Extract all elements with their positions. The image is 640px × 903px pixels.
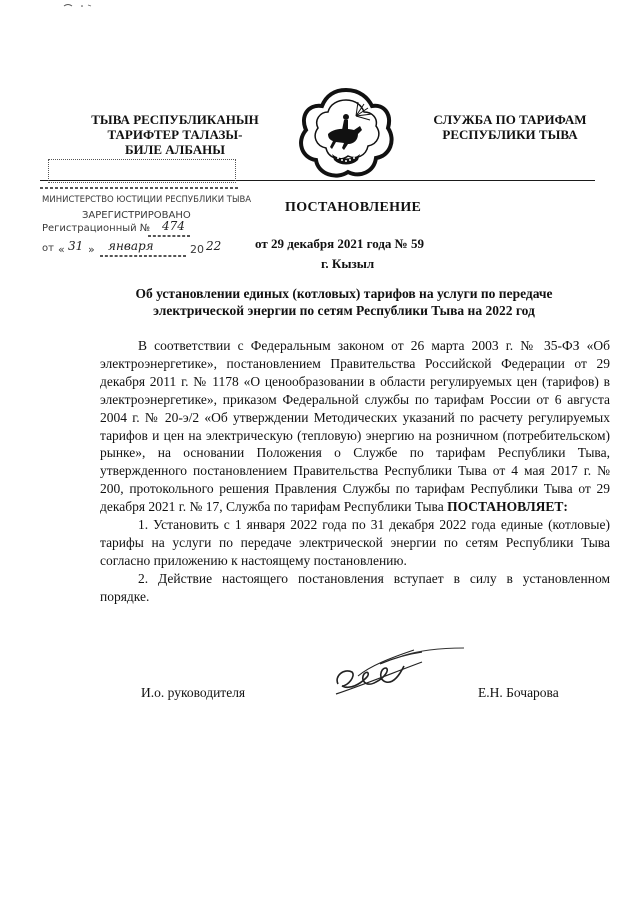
stamp-year-suffix: 22 <box>206 239 222 253</box>
stamp-reg-label: Регистрационный № <box>42 223 151 234</box>
header-left-line: БИЛЕ АЛБАНЫ <box>124 142 226 157</box>
registration-stamp <box>40 157 252 261</box>
stamp-ministry: МИНИСТЕРСТВО ЮСТИЦИИ РЕСПУБЛИКИ ТЫВА <box>42 195 252 205</box>
stamp-quote-close: » <box>88 243 95 256</box>
stamp-underline <box>148 235 190 237</box>
header-tuvan-authority-name <box>80 112 270 157</box>
header-right-line: РЕСПУБЛИКИ ТЫВА <box>442 127 578 142</box>
document-title: ПОСТАНОВЛЕНИЕ <box>285 200 422 215</box>
header-left-line: ТАРИФТЕР ТАЛАЗЫ- <box>107 127 243 142</box>
stamp-reg-number: 474 <box>162 219 185 233</box>
item-2-paragraph: 2. Действие настоящего постановления вступает в силу в установленном порядке. <box>100 570 610 604</box>
header-tariff-service-name <box>420 112 600 142</box>
stamp-registered: ЗАРЕГИСТРИРОВАНО <box>82 210 191 221</box>
signatory-name: Е.Н. Бочарова <box>478 685 559 700</box>
republic-of-tuva-emblem-icon <box>298 86 394 180</box>
stamp-month-underline <box>100 255 186 257</box>
handwritten-signature-icon <box>330 640 470 702</box>
stamp-border-top <box>48 159 236 183</box>
resolves-keyword: ПОСТАНОВЛЯЕТ: <box>447 499 568 515</box>
item-1-paragraph: 1. Установить с 1 января 2022 года по 31 декабря 2022 года единые (котловые) тарифы на услуги по передаче электрической энергии по сетям Республики Тыва согласно приложению к настоящему постановлению. <box>100 517 610 568</box>
stamp-from-label: от <box>42 243 54 254</box>
header-right-line: СЛУЖБА ПО ТАРИФАМ <box>433 112 587 127</box>
scan-marks <box>60 0 100 12</box>
signatory-role: И.о. руководителя <box>141 685 246 700</box>
document-place: г. Кызыл <box>321 256 375 271</box>
stamp-month: января <box>108 239 154 253</box>
document-body <box>100 337 610 606</box>
stamp-border-line <box>40 187 238 189</box>
document-date-number: от 29 декабря 2021 года № 59 <box>255 236 424 251</box>
document-subject: Об установлении единых (котловых) тарифов на услуги по передаче электрической энергии по сетям Республики Тыва на 2022 год <box>135 286 553 318</box>
stamp-day: 31 <box>68 239 84 253</box>
header-left-line: ТЫВА РЕСПУБЛИКАНЫН <box>91 112 259 127</box>
stamp-quote-open: « <box>58 243 65 256</box>
preamble-text: В соответствии с Федеральным законом от 26 марта 2003 г. № 35-ФЗ «Об электроэнергетике», постановлением Правительства Российской Федерации от 29 декабря 2011 г. № 1178 «О ценообразовании в области регулируемых цен (тарифов) в электроэнергетике», приказом Федеральной службы по тарифам России от 6 августа 2004 г. № 20-э/2 «Об утверждении Методических указаний по расчету регулируемых тарифов и цен на электрическую (тепловую) энергию на розничном (потребительском) рынке», на основании Положения о Службе по тарифам Республики Тыва, утвержденного постановлением Правительства Республики Тыва от 4 мая 2017 г. № 200, протокольного решения Правления Службы по тарифам Республики Тыва от 29 декабря 2021 г. № 17, Служба по тарифам Республики Тыва <box>100 338 610 515</box>
preamble-paragraph <box>100 337 610 516</box>
stamp-year-prefix: 20 <box>190 243 204 256</box>
